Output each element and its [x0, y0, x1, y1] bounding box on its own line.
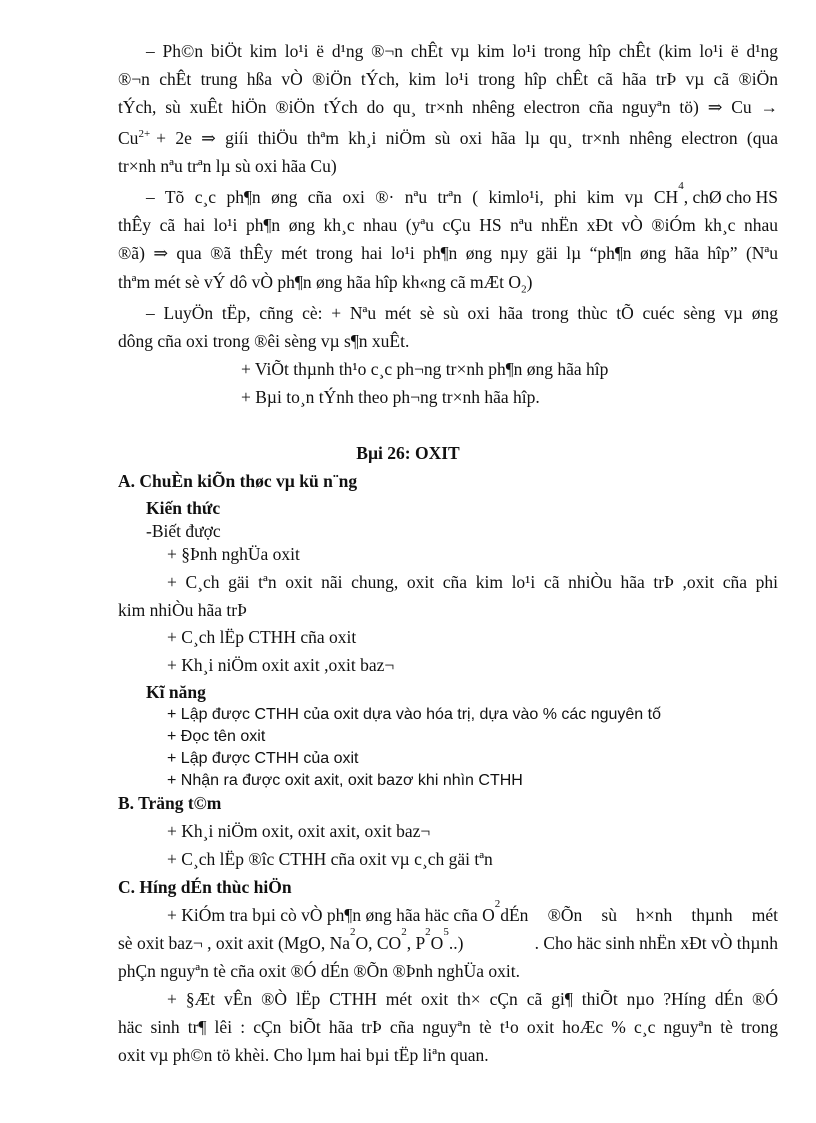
section-b-heading: B. Träng t©m	[118, 793, 222, 813]
knowledge-heading: Kiến thức	[146, 498, 221, 518]
list-item: + C¸ch gäi tªn oxit nãi chung, oxit cña kim lo¹i cã nhiÒu hãa trÞ ,oxit cña phi	[167, 572, 778, 592]
text-line: oxit vµ ph©n tö khèi. Cho lµm hai bµi tËp liªn quan.	[118, 1045, 489, 1065]
text-line: + ViÕt thµnh th¹o c¸c ph¬ng tr×nh ph¶n øng hãa hîp	[241, 359, 609, 379]
list-item: + §Þnh nghÜa oxit	[167, 544, 300, 564]
text-line: dông cña oxi trong ®êi sèng vµ s¶n xuÊt.	[118, 331, 410, 351]
know-label: -Biết được	[146, 521, 221, 541]
list-item: + C¸ch lËp CTHH cña oxit	[167, 627, 357, 647]
text-line: + §Æt vÊn ®Ò lËp CTHH mét oxit th× cÇn cã gi¶ thiÕt nµo ?Híng dÉn ®Ó	[167, 989, 778, 1009]
text-line: $Cu^{2+}$ + 2e ⇒ giíi thiÖu thªm kh¸i niÖm sù oxi hãa lµ qu¸ tr×nh nhêng electron (qua	[118, 128, 778, 148]
list-item: + Nhận ra được oxit axit, oxit bazơ khi nhìn CTHH	[167, 772, 523, 789]
list-item: + Lập được CTHH của oxit dựa vào hóa trị, dựa vào % các nguyên tố	[167, 706, 661, 723]
text-line: häc sinh tr¶ lêi : cÇn biÕt hãa trÞ cña nguyªn tè t¹o oxit hoÆc % c¸c nguyªn tè trong	[118, 1017, 778, 1037]
text-line: – Tõ c¸c ph¶n øng cña oxi ®· nªu trªn ( kimlo¹i, phi kim vµ CH 4 , chØ cho HS	[146, 180, 778, 207]
section-a-heading: A. ChuÈn kiÕn thøc vµ kü n¨ng	[118, 471, 358, 491]
list-item: + C¸ch lËp ®îc CTHH cña oxit vµ c¸ch gäi tªn	[167, 849, 493, 869]
list-item: + Kh¸i niÖm oxit, oxit axit, oxit baz¬	[167, 821, 431, 841]
text-line: + Bµi to¸n tÝnh theo ph¬ng tr×nh hãa hîp.	[241, 387, 540, 407]
skills-heading: Kĩ năng	[146, 682, 206, 702]
text-line: tr×nh nªu trªn lµ sù oxi hãa Cu)	[118, 156, 337, 176]
lesson-title: Bµi 26: OXIT	[356, 443, 460, 463]
text-line: tÝch, sù xuÊt hiÖn ®iÖn tÝch do qu¸ tr×nh nhêng electron cña nguyªn tö) ⇒ Cu →	[118, 97, 778, 117]
text-line: thÊy cã hai lo¹i ph¶n øng kh¸c nhau (yªu cÇu HS nªu nhËn xÐt vÒ ®iÓm kh¸c nhau	[118, 215, 778, 235]
text-line: ®ã) ⇒ qua ®ã thÊy mét trong hai lo¹i ph¶n øng nµy gäi lµ “ph¶n øng hãa hîp” (Nªu	[118, 243, 778, 263]
list-item: + Đọc tên oxit	[167, 728, 266, 745]
text-line: sè oxit baz¬ , oxit axit (MgO, Na 2 O, CO 2 , P 2 O 5 ..) . Cho häc sinh nhËn xÐt vÒ thµnh	[118, 926, 778, 953]
text-line: – Ph©n biÖt kim lo¹i ë d¹ng ®¬n chÊt vµ kim lo¹i trong hîp chÊt (kim lo¹i ë d¹ng	[146, 41, 778, 61]
list-item-cont: kim nhiÒu hãa trÞ	[118, 600, 247, 620]
cu-ion: $Cu^{2+}$	[118, 128, 151, 148]
text-line: + KiÓm tra bµi cò vÒ ph¶n øng hãa häc cña O 2 dÉn ®Õn sù h×nh thµnh mét	[167, 898, 778, 925]
text-line: – LuyÖn tËp, cñng cè: + Nªu mét sè sù oxi hãa trong thùc tÕ cuéc sèng vµ øng	[146, 303, 778, 323]
list-item: + Lập được CTHH của oxit	[167, 750, 359, 767]
text-line: phÇn nguyªn tè cña oxit ®Ó dÉn ®Õn ®Þnh nghÜa oxit.	[118, 961, 520, 981]
section-c-heading: C. Híng dÉn thùc hiÖn	[118, 877, 292, 897]
text-line: thªm mét sè vÝ dô vÒ ph¶n øng hãa hîp kh«ng cã mÆt $O_2$)	[118, 272, 533, 296]
text-line: ®¬n chÊt trung hßa vÒ ®iÖn tÝch, kim lo¹i trong hîp chÊt cã hãa trÞ vµ cã ®iÖn	[118, 69, 778, 89]
list-item: + Kh¸i niÖm oxit axit ,oxit baz¬	[167, 655, 395, 675]
